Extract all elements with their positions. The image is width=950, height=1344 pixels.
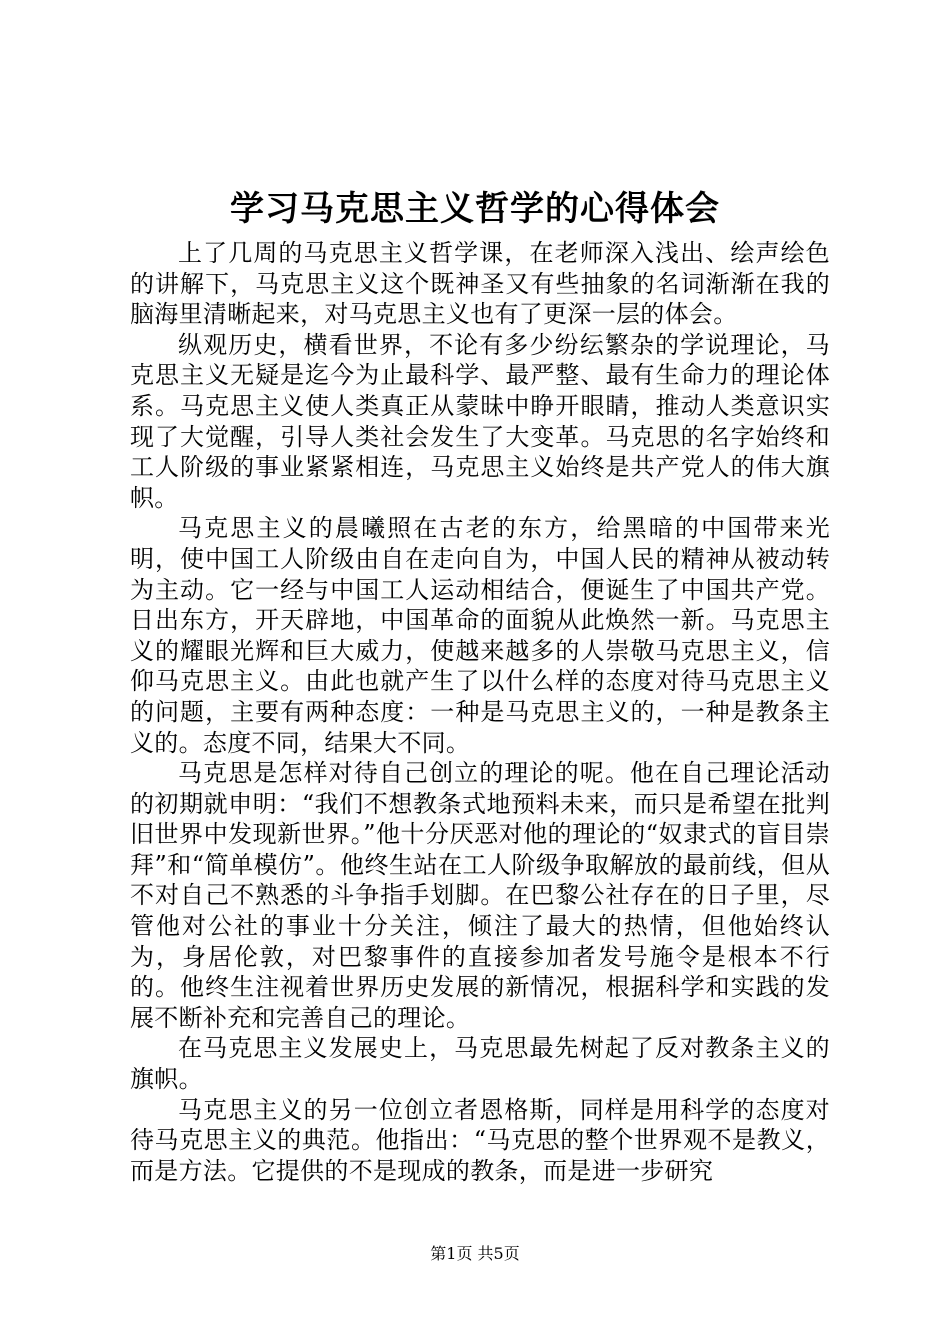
document-title: 学习马克思主义哲学的心得体会 xyxy=(230,189,720,229)
paragraph: 在马克思主义发展史上，马克思最先树起了反对教条主义的旗帜。 xyxy=(130,1034,830,1094)
document-body xyxy=(130,238,830,1186)
paragraph: 马克思主义的另一位创立者恩格斯，同样是用科学的态度对待马克思主义的典范。他指出：“马克思的整个世界观不是教义，而是方法。它提供的不是现成的教条，而是进一步研究 xyxy=(130,1095,830,1185)
page-number-footer: 第1页 共5页 xyxy=(430,1244,520,1263)
paragraph: 马克思是怎样对待自己创立的理论的呢。他在自己理论活动的初期就申明：“我们不想教条式地预料未来，而只是希望在批判旧世界中发现新世界。”他十分厌恶对他的理论的“奴隶式的盲目崇拜”和“简单模仿”。他终生站在工人阶级争取解放的最前线，但从不对自己不熟悉的斗争指手划脚。在巴黎公社存在的日子里，尽管他对公社的事业十分关注，倾注了最大的热情，但他始终认为，身居伦敦，对巴黎事件的直接参加者发号施令是根本不行的。他终生注视着世界历史发展的新情况，根据科学和实践的发展不断补充和完善自己的理论。 xyxy=(130,759,830,1032)
paragraph: 马克思主义的晨曦照在古老的东方，给黑暗的中国带来光明，使中国工人阶级由自在走向自为，中国人民的精神从被动转为主动。它一经与中国工人运动相结合，便诞生了中国共产党。日出东方，开天辟地，中国革命的面貌从此焕然一新。马克思主义的耀眼光辉和巨大威力，使越来越多的人崇敬马克思主义，信仰马克思主义。由此也就产生了以什么样的态度对待马克思主义的问题，主要有两种态度：一种是马克思主义的，一种是教条主义的。态度不同，结果大不同。 xyxy=(130,514,830,757)
paragraph: 纵观历史，横看世界，不论有多少纷纭繁杂的学说理论，马克思主义无疑是迄今为止最科学、最严整、最有生命力的理论体系。马克思主义使人类真正从蒙昧中睁开眼睛，推动人类意识实现了大觉醒，引导人类社会发生了大变革。马克思的名字始终和工人阶级的事业紧紧相连，马克思主义始终是共产党人的伟大旗帜。 xyxy=(130,330,830,512)
paragraph: 上了几周的马克思主义哲学课，在老师深入浅出、绘声绘色的讲解下，马克思主义这个既神圣又有些抽象的名词渐渐在我的脑海里清晰起来，对马克思主义也有了更深一层的体会。 xyxy=(130,239,830,329)
